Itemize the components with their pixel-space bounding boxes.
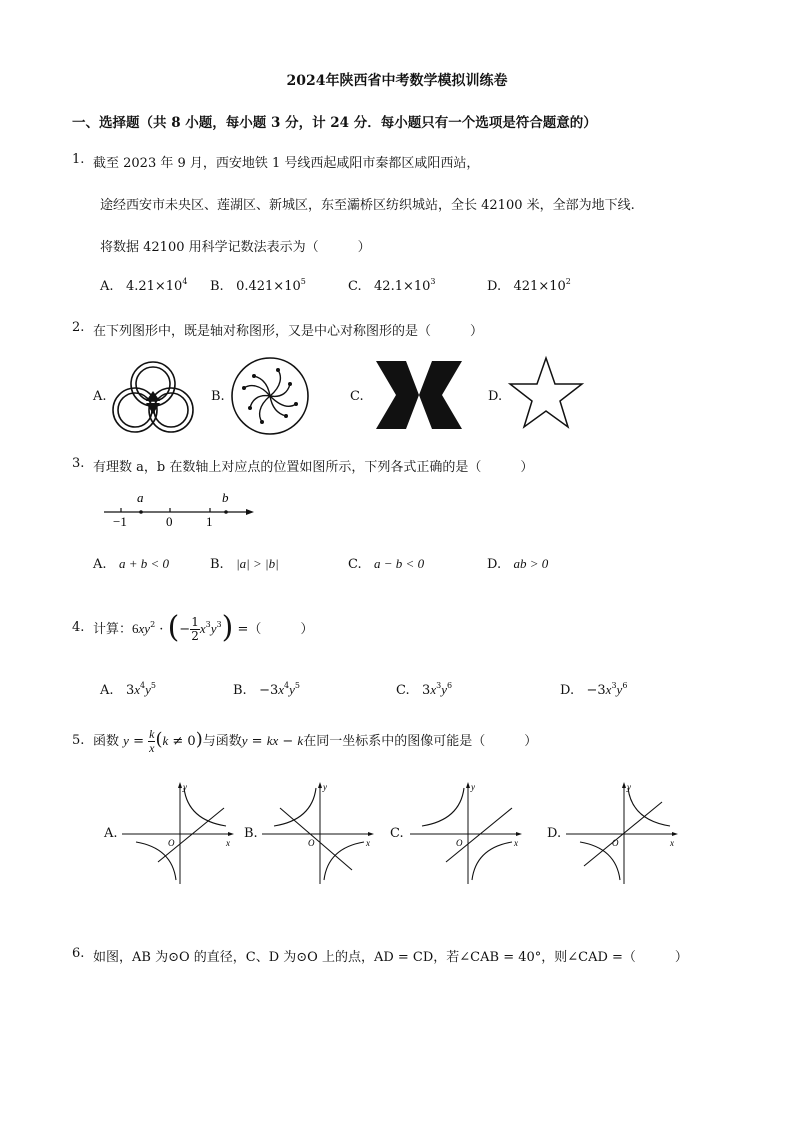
exponent: 4 bbox=[284, 681, 290, 690]
exponent: 5 bbox=[150, 681, 156, 690]
exponent: 2 bbox=[565, 277, 571, 286]
tick-0: 0 bbox=[166, 514, 173, 529]
option-value: |a| > |b| bbox=[236, 556, 279, 571]
x-label: x bbox=[366, 838, 370, 848]
q2-option-b-label[interactable]: B. bbox=[211, 389, 225, 404]
q5-option-c-label[interactable]: C. bbox=[390, 826, 404, 841]
q4-number: 4. bbox=[72, 620, 85, 635]
coefficient: −3 bbox=[586, 683, 606, 698]
coefficient: 3 bbox=[125, 683, 135, 698]
q2-text: 在下列图形中，既是轴对称图形，又是中心对称图形的是（ ） bbox=[93, 324, 484, 339]
q5-option-a-label[interactable]: A. bbox=[104, 826, 118, 841]
q5-text-b: 与函数 bbox=[202, 734, 242, 749]
var-y: y bbox=[616, 682, 623, 697]
graph-d[interactable] bbox=[566, 780, 680, 884]
q1-line1: 截至 2023 年 9 月，西安地铁 1 号线西起咸阳市秦都区咸阳西站， bbox=[93, 156, 480, 171]
exponent: 5 bbox=[300, 277, 306, 286]
star-figure[interactable] bbox=[508, 356, 584, 430]
pinwheel-figure[interactable] bbox=[230, 356, 310, 436]
coefficient: −3 bbox=[259, 683, 279, 698]
q5-text-c: 在同一坐标系中的图像可能是（ ） bbox=[303, 734, 538, 749]
exponent: 4 bbox=[182, 277, 188, 286]
option-label: A. bbox=[100, 683, 114, 698]
exponent: 3 bbox=[611, 681, 617, 690]
q1-line3: 将数据 42100 用科学记数法表示为（ ） bbox=[100, 240, 371, 255]
option-label: A. bbox=[100, 279, 114, 294]
point-a-label: a bbox=[137, 490, 144, 505]
option-value: a + b < 0 bbox=[118, 556, 169, 571]
q1-line2: 途经西安市未央区、莲湖区、新城区，东至灞桥区纺织城站，全长 42100 米，全部为地下线. bbox=[100, 198, 635, 213]
x-label: x bbox=[514, 838, 518, 848]
exponent: 6 bbox=[622, 681, 628, 690]
option-label: D. bbox=[560, 683, 575, 698]
coefficient: 3 bbox=[422, 683, 431, 698]
triquetra-figure[interactable] bbox=[110, 358, 196, 434]
number-line bbox=[104, 490, 254, 530]
option-value: 42.1×10 bbox=[374, 279, 431, 294]
q3-option-a[interactable] bbox=[93, 556, 169, 572]
option-label: B. bbox=[210, 557, 224, 572]
option-value: 421×10 bbox=[513, 279, 566, 294]
exponent: 3 bbox=[430, 277, 436, 286]
option-label: A. bbox=[93, 557, 107, 572]
option-label: B. bbox=[210, 279, 224, 294]
graph-c[interactable] bbox=[410, 780, 524, 884]
exponent: 4 bbox=[140, 681, 146, 690]
q4-option-b[interactable] bbox=[233, 682, 300, 698]
page-title: 2024年陕西省中考数学模拟训练卷 bbox=[286, 73, 508, 89]
q5-option-b-label[interactable]: B. bbox=[244, 826, 258, 841]
q3-option-b[interactable] bbox=[210, 556, 279, 572]
option-label: C. bbox=[348, 557, 362, 572]
graph-a[interactable] bbox=[122, 780, 236, 884]
q6-number: 6. bbox=[72, 946, 85, 961]
origin-label: O bbox=[168, 838, 175, 848]
x-label: x bbox=[670, 838, 674, 848]
var-x: x bbox=[605, 682, 612, 697]
origin-label: O bbox=[456, 838, 463, 848]
option-value: 0.421×10 bbox=[236, 279, 301, 294]
var-y: y bbox=[145, 682, 151, 697]
origin-label: O bbox=[308, 838, 315, 848]
q3-number: 3. bbox=[72, 456, 85, 471]
q4-option-a[interactable] bbox=[100, 682, 156, 698]
var-x: x bbox=[430, 682, 437, 697]
exponent: 5 bbox=[294, 681, 301, 690]
option-value: 4.21×10 bbox=[125, 279, 183, 294]
q5-text: 函数 y = $\frac{k}{x}$ (k ≠ 0)与函数y = kx − k在同一坐标系中的图像可能是（ ） bbox=[93, 727, 538, 755]
option-label: D. bbox=[487, 557, 502, 572]
var-x: x bbox=[134, 682, 140, 697]
exponent: 6 bbox=[446, 681, 453, 690]
q2-option-c-label[interactable]: C. bbox=[350, 389, 364, 404]
q5-text-a: 函数 bbox=[93, 734, 120, 749]
q3-option-d[interactable] bbox=[487, 556, 548, 572]
q4-suffix: =（ ） bbox=[237, 622, 314, 637]
point-b-label: b bbox=[222, 490, 229, 505]
q4-expression: 计算：$6xy^2$ · (− $\frac{1}{2}$ $x^3y^3$) =（ ） bbox=[93, 610, 314, 645]
exponent: 3 bbox=[436, 681, 442, 690]
q3-option-c[interactable] bbox=[348, 556, 424, 572]
q1-option-b[interactable] bbox=[210, 279, 306, 294]
y-label: y bbox=[627, 782, 631, 792]
y-label: y bbox=[183, 782, 187, 792]
q5-number: 5. bbox=[72, 733, 85, 748]
option-label: B. bbox=[233, 683, 247, 698]
q1-number: 1. bbox=[72, 152, 85, 167]
q5-option-d-label[interactable]: D. bbox=[547, 826, 562, 841]
q4-option-d[interactable] bbox=[560, 682, 627, 698]
y-label: y bbox=[323, 782, 327, 792]
var-y: y bbox=[289, 682, 295, 697]
option-label: D. bbox=[487, 279, 502, 294]
option-value: a − b < 0 bbox=[374, 556, 425, 571]
q6-text: 如图，AB 为⊙O 的直径，C、D 为⊙O 上的点，AD = CD，若∠CAB = 40°，则∠CAD =（ ） bbox=[93, 950, 688, 965]
q2-option-a-label[interactable]: A. bbox=[93, 389, 107, 404]
graph-b[interactable] bbox=[262, 780, 376, 884]
var-x: x bbox=[278, 682, 285, 697]
q1-option-a[interactable] bbox=[100, 279, 187, 294]
q2-option-d-label[interactable]: D. bbox=[488, 389, 503, 404]
q4-prefix: 计算： bbox=[93, 622, 133, 637]
var-y: y bbox=[441, 682, 447, 697]
q3-text: 有理数 a，b 在数轴上对应点的位置如图所示，下列各式正确的是（ ） bbox=[93, 460, 534, 475]
section-header: 一、选择题（共 8 小题，每小题 3 分，计 24 分．每小题只有一个选项是符合题意的） bbox=[72, 115, 597, 131]
x-label: x bbox=[226, 838, 230, 848]
tick-1: 1 bbox=[206, 514, 213, 529]
option-value: ab > 0 bbox=[513, 556, 549, 571]
option-label: C. bbox=[396, 683, 410, 698]
q4-option-c[interactable] bbox=[396, 682, 452, 698]
q2-number: 2. bbox=[72, 320, 85, 335]
y-label: y bbox=[471, 782, 475, 792]
bowtie-figure[interactable] bbox=[376, 361, 462, 429]
origin-label: O bbox=[612, 838, 619, 848]
q1-option-d[interactable] bbox=[487, 279, 571, 294]
option-label: C. bbox=[348, 279, 362, 294]
q1-option-c[interactable] bbox=[348, 279, 436, 294]
tick-neg1: −1 bbox=[113, 514, 127, 529]
